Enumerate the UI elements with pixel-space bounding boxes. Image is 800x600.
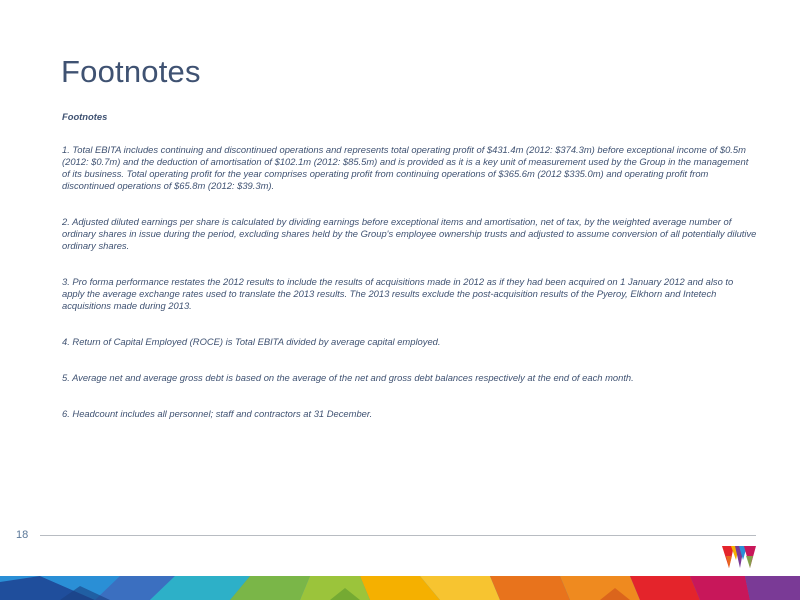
footnote-4: 4. Return of Capital Employed (ROCE) is Total EBITA divided by average capital employed.	[62, 336, 441, 347]
footnote-1: 1. Total EBITA includes continuing and discontinued operations and represents total operating profit of $431.4m (2012: $374.3m) before exceptional income of $0.5m (2012: $0.7m) and the deduction of amortisation of $102.1m (2012: $85.5m) and is provided as it is a key unit of measurement used by the Group in the management of its business. Total operating profit for the year comprises operating profit from continuing operations of $365.6m (2012 $335.0m) and operating profit from discontinued operations of $65.8m (2012: $39.3m).	[62, 144, 749, 191]
footer-divider	[40, 535, 756, 536]
multicolor-w-logo-icon	[722, 546, 756, 568]
footnotes-subheading: Footnotes	[62, 111, 108, 122]
footnote-3: 3. Pro forma performance restates the 2012 results to include the results of acquisitions made in 2012 as if they had been acquired on 1 January 2012 and also to apply the average exchange rates used to translate the 2013 results. The 2013 results exclude the post-acquisition results of the Pyeroy, Elkhorn and Intetech acquisitions made during 2013.	[62, 276, 734, 311]
slide-title: Footnotes	[61, 54, 201, 89]
footnote-5: 5. Average net and average gross debt is based on the average of the net and gross debt balances respectively at the end of each month.	[62, 372, 634, 383]
footnote-2: 2. Adjusted diluted earnings per share is calculated by dividing earnings before exceptional items and amortisation, net of tax, by the weighted average number of ordinary shares in issue during the period, excluding shares held by the Group's employee ownership trusts and adjusted to assume conversion of all potentially dilutive ordinary shares.	[62, 216, 757, 251]
footnotes-content	[62, 111, 758, 444]
color-ribbon-band	[0, 576, 800, 600]
page-number: 18	[16, 529, 29, 541]
footnote-6: 6. Headcount includes all personnel; staff and contractors at 31 December.	[62, 408, 373, 419]
